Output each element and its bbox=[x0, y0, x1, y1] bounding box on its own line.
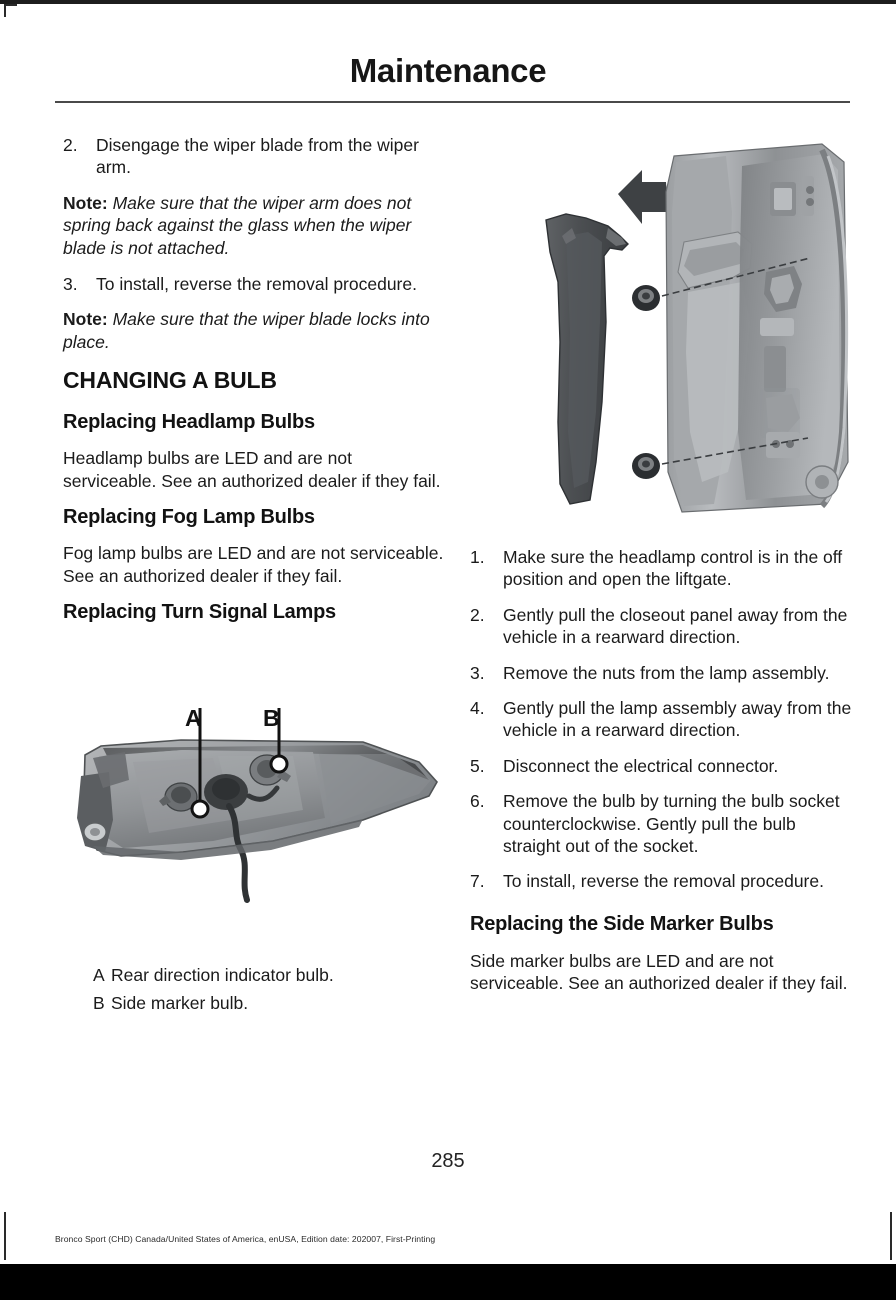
list-item-text: Disconnect the electrical connector. bbox=[503, 755, 779, 776]
direction-arrow bbox=[618, 170, 668, 224]
note-text: Make sure that the wiper arm does not spring back against the glass when the wiper blade is not attached. bbox=[63, 192, 412, 258]
callout-dot-b bbox=[271, 756, 287, 772]
legend-text: Rear direction indicator bulb. bbox=[111, 965, 334, 985]
wiper-steps-list-continued bbox=[63, 273, 448, 295]
list-item-text: Remove the bulb by turning the bulb socket counterclockwise. Gently pull the bulb straight out of the socket. bbox=[503, 791, 840, 856]
paragraph-fog-lamp-bulbs: Fog lamp bulbs are LED and are not serviceable. See an authorized dealer if they fail. bbox=[63, 543, 444, 586]
paragraph-headlamp-bulbs: Headlamp bulbs are LED and are not serviceable. See an authorized dealer if they fail. bbox=[63, 448, 441, 491]
list-item-number: 2. bbox=[63, 135, 78, 155]
legend-key: A bbox=[93, 965, 105, 985]
list-item bbox=[470, 755, 852, 777]
note-wiper-arm bbox=[63, 192, 448, 259]
subsection-heading-turn-signal-lamps: Replacing Turn Signal Lamps bbox=[63, 601, 336, 624]
list-item bbox=[470, 870, 852, 892]
page-number: 285 bbox=[431, 1150, 465, 1172]
header-divider bbox=[55, 101, 850, 103]
subsection-heading-fog-lamp-bulbs: Replacing Fog Lamp Bulbs bbox=[63, 506, 315, 529]
lamp-removal-steps-list bbox=[470, 546, 852, 893]
legend-text: Side marker bulb. bbox=[111, 993, 249, 1013]
legend-row bbox=[63, 989, 448, 1017]
mounting-nut-lower bbox=[632, 453, 660, 479]
print-band-bottom bbox=[0, 1264, 896, 1300]
liftgate-opening bbox=[666, 144, 848, 512]
footer-edition-note: Bronco Sport (CHD) Canada/United States of America, enUSA, Edition date: 202007, First-Printing bbox=[55, 1234, 436, 1244]
legend-row bbox=[63, 961, 448, 989]
list-item-number: 3. bbox=[63, 273, 78, 294]
list-item bbox=[470, 546, 852, 591]
crop-mark-bottom-right bbox=[879, 1212, 892, 1260]
callout-label-a: A bbox=[185, 705, 202, 731]
left-column bbox=[63, 134, 448, 637]
list-item-text: To install, reverse the removal procedure. bbox=[503, 871, 824, 892]
electrical-connector bbox=[204, 774, 248, 810]
page-title: Maintenance bbox=[349, 52, 547, 89]
note-label: Note: bbox=[63, 192, 108, 213]
list-item-text: Gently pull the closeout panel away from the vehicle in a rearward direction. bbox=[503, 604, 848, 648]
list-item-number: 3. bbox=[470, 662, 485, 683]
legend-key: B bbox=[93, 993, 105, 1013]
list-item-number: 5. bbox=[470, 755, 485, 776]
right-column bbox=[470, 546, 852, 1009]
paragraph-side-marker-bulbs: Side marker bulbs are LED and are not serviceable. See an authorized dealer if they fail. bbox=[470, 950, 848, 994]
list-item-text: Gently pull the lamp assembly away from the vehicle in a rearward direction. bbox=[503, 697, 852, 741]
subsection-heading-headlamp-bulbs: Replacing Headlamp Bulbs bbox=[63, 411, 315, 434]
list-item-text: To install, reverse the removal procedure. bbox=[96, 273, 417, 294]
list-item bbox=[63, 134, 448, 179]
callout-label-b: B bbox=[263, 705, 280, 731]
subsection-heading-side-marker-bulbs: Replacing the Side Marker Bulbs bbox=[470, 912, 774, 935]
print-band-top bbox=[0, 0, 896, 4]
list-item-number: 6. bbox=[470, 791, 485, 812]
list-item bbox=[470, 697, 852, 742]
list-item-number: 2. bbox=[470, 604, 485, 625]
closeout-panel bbox=[546, 214, 628, 504]
lamp-mounting-stud-center bbox=[90, 828, 100, 836]
note-label: Note: bbox=[63, 309, 108, 330]
list-item-text: Make sure the headlamp control is in the off position and open the liftgate. bbox=[503, 547, 843, 590]
list-item-text: Disengage the wiper blade from the wiper arm. bbox=[96, 135, 419, 178]
list-item-text: Remove the nuts from the lamp assembly. bbox=[503, 662, 830, 683]
list-item bbox=[470, 604, 852, 649]
crop-mark-top-left bbox=[4, 4, 17, 17]
list-item bbox=[63, 273, 448, 295]
section-heading-changing-a-bulb: CHANGING A BULB bbox=[63, 367, 277, 394]
note-wiper-blade-locks bbox=[63, 308, 448, 353]
list-item bbox=[470, 662, 852, 684]
crop-mark-bottom-left bbox=[4, 1212, 17, 1260]
figure-legend bbox=[63, 961, 448, 1017]
list-item-number: 4. bbox=[470, 697, 485, 718]
list-item bbox=[470, 790, 852, 857]
callout-dot-a bbox=[192, 801, 208, 817]
note-text: Make sure that the wiper blade locks into place. bbox=[63, 309, 430, 352]
figure-tail-lamp-assembly bbox=[63, 700, 448, 925]
list-item-number: 7. bbox=[470, 871, 485, 892]
wiper-steps-list bbox=[63, 134, 448, 179]
figure-liftgate-closeout-panel bbox=[470, 132, 852, 524]
mounting-nut-upper bbox=[632, 285, 660, 311]
list-item-number: 1. bbox=[470, 547, 485, 567]
